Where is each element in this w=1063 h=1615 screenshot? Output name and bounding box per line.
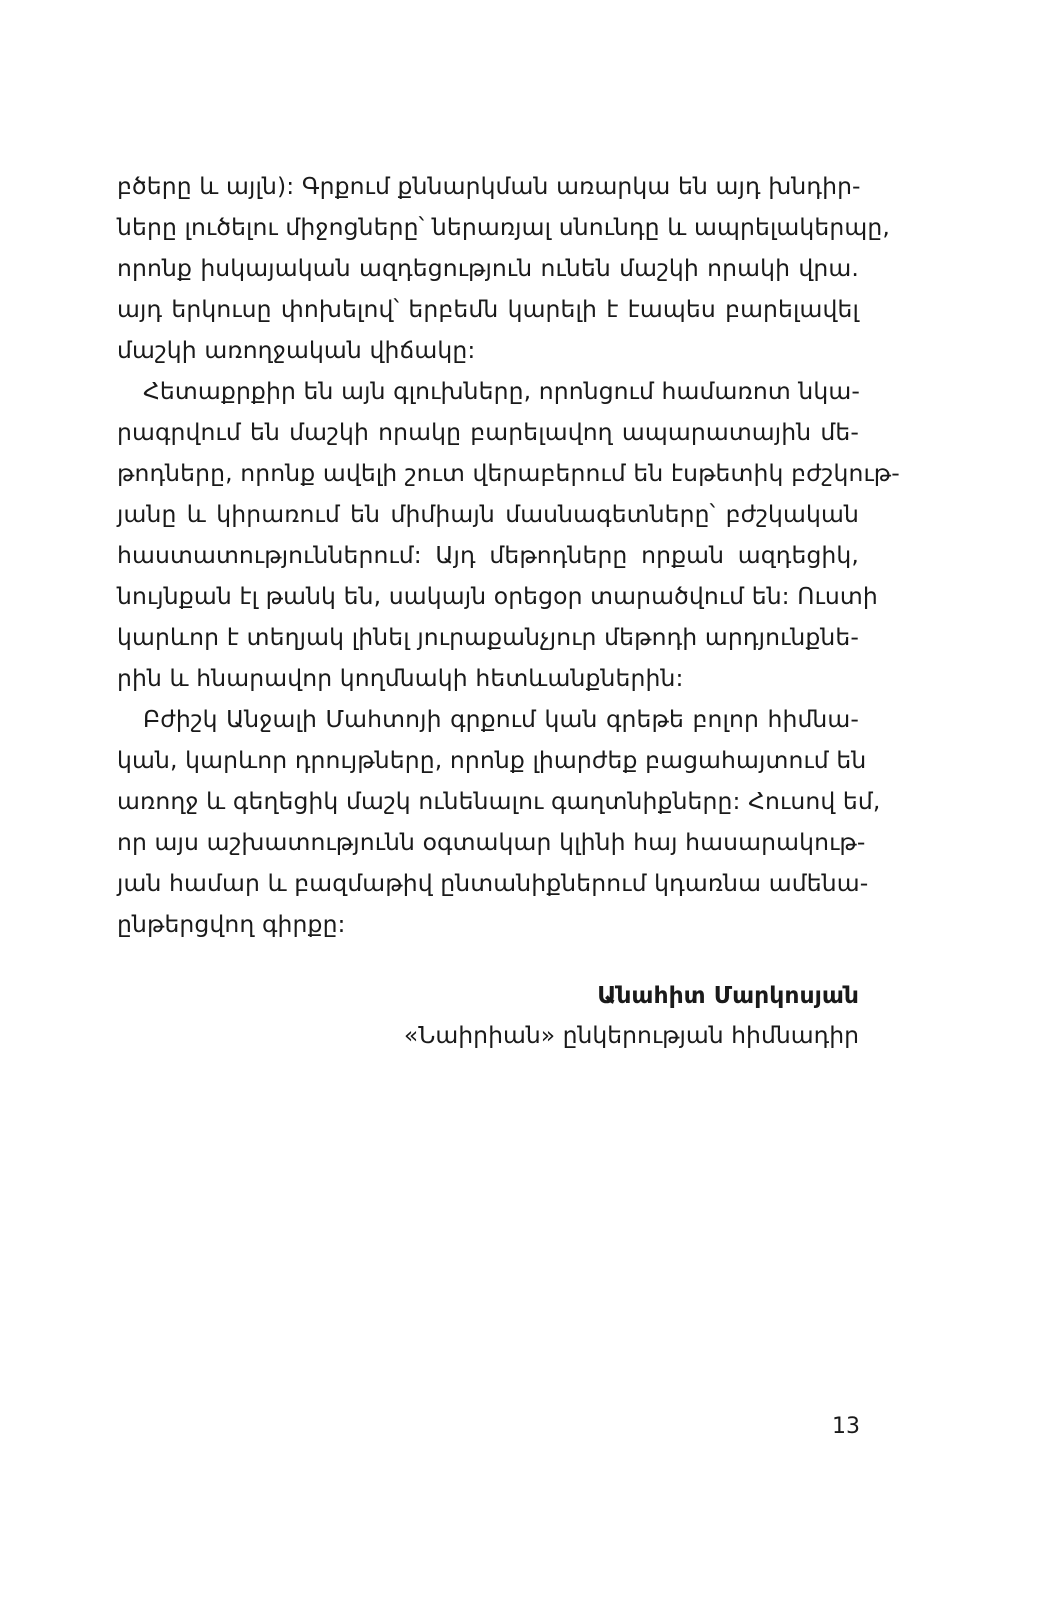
paragraph-start-line: Բժիշկ Անջալի Մահտոյի գրքում կան գրեթե բոլոր հիմնա- xyxy=(143,705,859,733)
author-name: Անահիտ Մարկոսյան xyxy=(597,981,859,1009)
page-number: 13 xyxy=(832,1414,860,1439)
text-line: կան, կարևոր դրույթները, որոնք լիարժեք բացահայտում են xyxy=(117,746,867,774)
text-line: րագրվում են մաշկի որակը բարելավող ապարատային մե- xyxy=(117,418,859,446)
signature-block xyxy=(404,975,859,1055)
text-line: նույնքան էլ թանկ են, սակայն օրեցօր տարածվում են: Ուստի xyxy=(117,582,878,610)
text-line: ները լուծելու միջոցները՝ ներառյալ սնունդը և ապրելակերպը, xyxy=(117,213,890,241)
text-line: առողջ և գեղեցիկ մաշկ ունենալու գաղտնիքները: Հուսով եմ, xyxy=(117,787,881,815)
text-line: որ այս աշխատությունն օգտակար կլինի հայ հասարակութ- xyxy=(117,828,866,856)
paragraph-start-line: Հետաքրքիր են այն գլուխները, որոնցում համառոտ նկա- xyxy=(143,377,860,405)
body-text xyxy=(117,166,900,945)
text-line: րին և հնարավոր կողմնակի հետևանքներին: xyxy=(117,664,684,692)
text-line: որոնք իսկայական ազդեցություն ունեն մաշկի որակի վրա. xyxy=(117,254,859,282)
author-role: «Նաիրիան» ընկերության հիմնադիր xyxy=(403,1021,859,1049)
text-line: այդ երկուսը փոխելով՝ երբեմն կարելի է էապես բարելավել xyxy=(117,295,859,323)
text-line: մաշկի առողջական վիճակը: xyxy=(117,336,476,364)
text-line: ընթերցվող գիրքը: xyxy=(117,910,346,938)
text-line: հաստատություններում: Այդ մեթոդները որքան ազդեցիկ, xyxy=(117,541,859,569)
text-line: կարևոր է տեղյակ լինել յուրաքանչյուր մեթոդի արդյունքնե- xyxy=(117,623,859,651)
text-line: բծերը և այլն): Գրքում քննարկման առարկա են այդ խնդիր- xyxy=(117,172,861,200)
text-line: յան համար և բազմաթիվ ընտանիքներում կդառնա ամենա- xyxy=(117,869,869,897)
text-line: թոդները, որոնք ավելի շուտ վերաբերում են էսթետիկ բժշկութ- xyxy=(117,459,900,487)
text-line: յանը և կիրառում են միմիայն մասնագետները՝ բժշկական xyxy=(117,500,859,528)
